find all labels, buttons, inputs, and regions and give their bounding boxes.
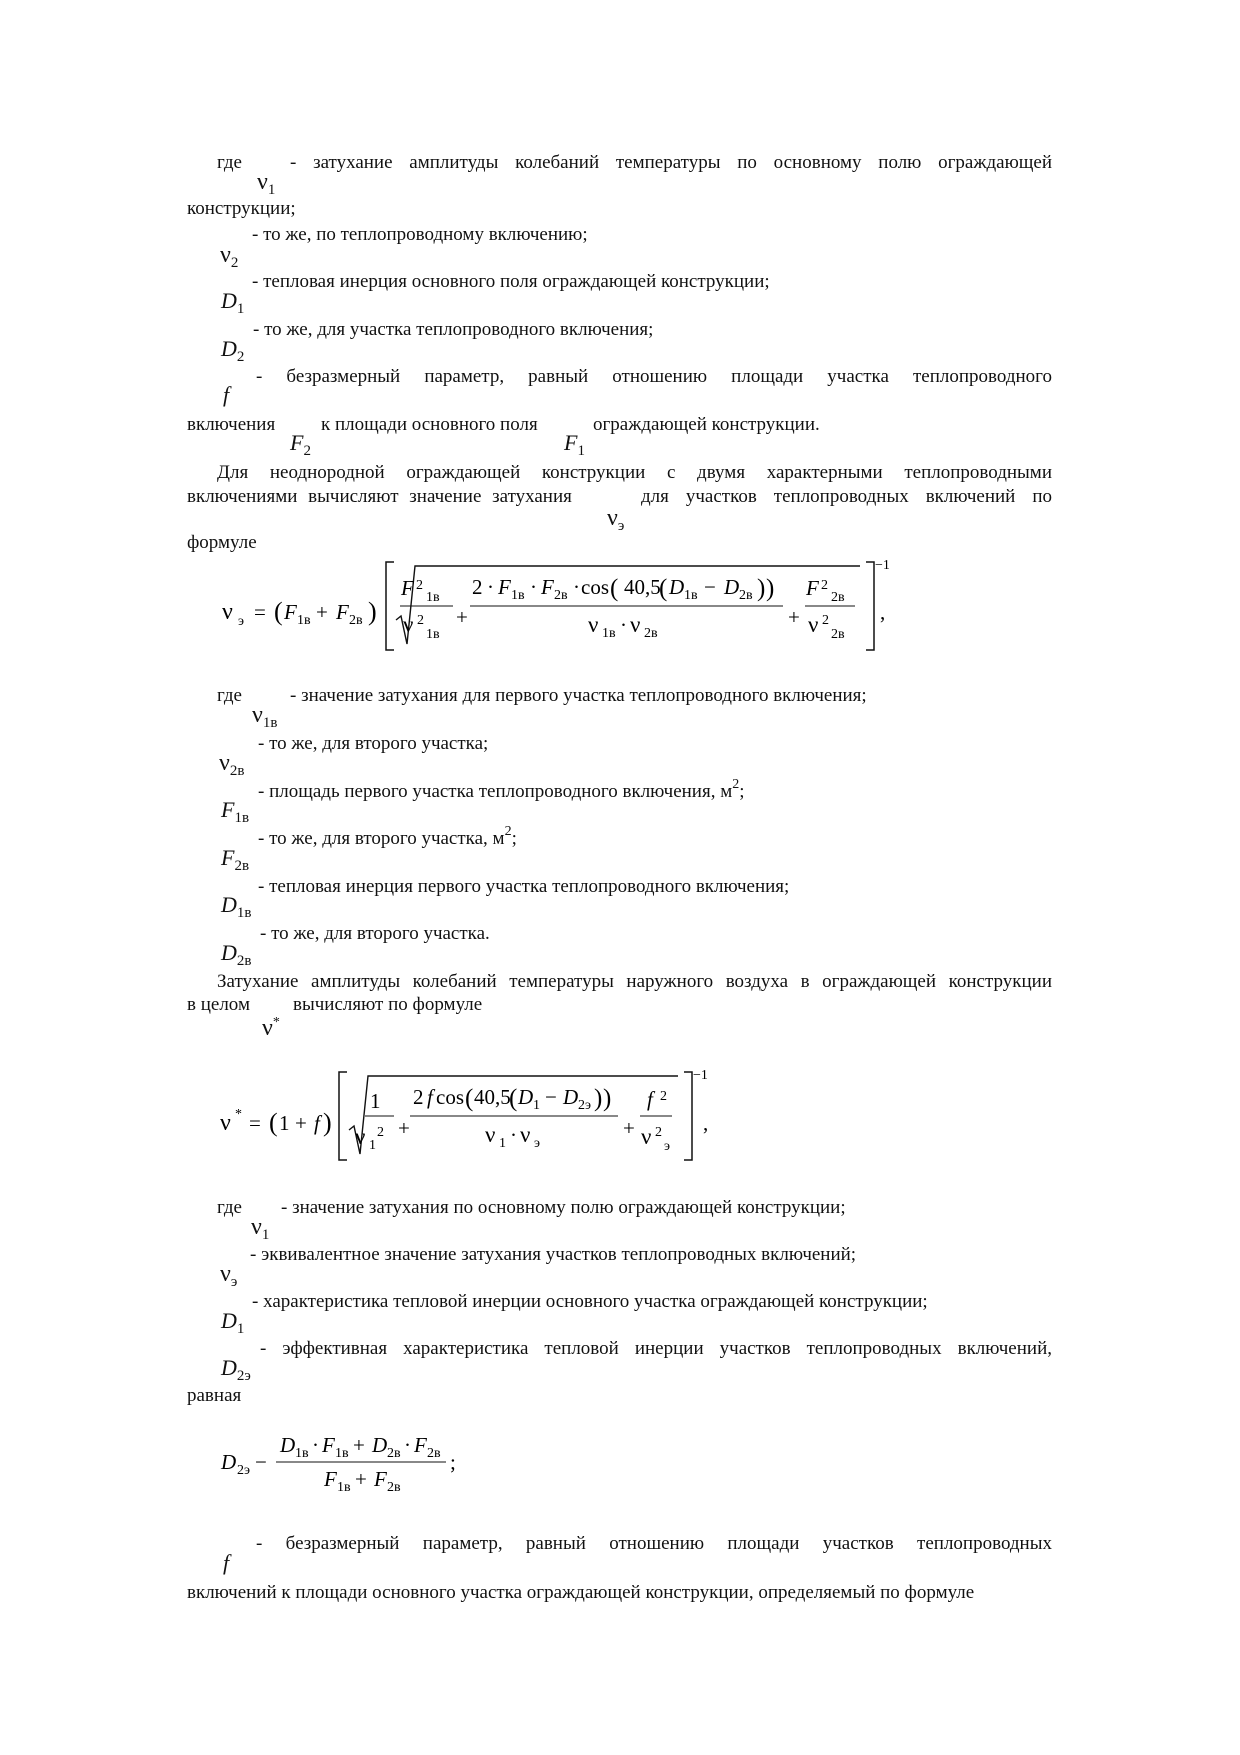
svg-text:(: (: [465, 1085, 474, 1112]
svg-text:ν: ν: [220, 1110, 231, 1136]
svg-text:F: F: [324, 1467, 337, 1491]
svg-text:): ): [368, 597, 377, 626]
D2v-description: - то же, для второго участка.: [260, 923, 490, 944]
g-nue-symbol: $\nu_э$: [220, 1261, 238, 1290]
svg-text:1в: 1в: [684, 588, 698, 603]
f-desc-continuation-b: к площади основного поля: [321, 414, 538, 435]
svg-text:ν: ν: [630, 612, 641, 637]
F2-symbol: $F_2$: [290, 430, 311, 459]
g-D2e-symbol: $D_{2э}$: [221, 1355, 251, 1384]
svg-text:f: f: [647, 1087, 653, 1111]
svg-text:+: +: [456, 605, 468, 629]
D1v-description: - тепловая инерция первого участка теплопроводного включения;: [258, 876, 790, 897]
svg-text:2э: 2э: [578, 1098, 592, 1113]
svg-text:D: D: [372, 1433, 388, 1457]
svg-text:(: (: [274, 597, 283, 626]
svg-text:): ): [766, 575, 775, 602]
nu2v-symbol: $\nu_{2в}$: [219, 750, 245, 779]
nu1v-description: - значение затухания для первого участка теплопроводного включения;: [290, 685, 867, 706]
svg-text:ν: ν: [222, 599, 233, 625]
svg-text:ν: ν: [588, 612, 599, 637]
svg-text:=: =: [254, 600, 266, 624]
svg-text:+: +: [316, 600, 328, 624]
nu-star-symbol: ν*: [262, 1015, 280, 1041]
F2v-description: - то же, для второго участка, $м^2$;: [258, 824, 517, 849]
svg-text:2в: 2в: [387, 1480, 401, 1495]
svg-text:(: (: [610, 575, 619, 602]
F1-symbol: $F_1$: [564, 430, 585, 459]
svg-text:1в: 1в: [335, 1446, 349, 1461]
svg-text:F: F: [336, 600, 349, 624]
svg-text:1в: 1в: [337, 1480, 351, 1495]
D1-description: - тепловая инерция основного поля ограждающей конструкции;: [252, 271, 770, 292]
svg-text:+: +: [398, 1116, 410, 1140]
equation-D2e: [210, 1422, 510, 1502]
svg-text:2: 2: [416, 578, 423, 593]
svg-text:−: −: [704, 575, 716, 599]
svg-text:+: +: [355, 1467, 367, 1491]
svg-text:2в: 2в: [739, 588, 753, 603]
equation-nu-e: [210, 548, 910, 658]
g-D1-description: - характеристика тепловой инерции основного участка ограждающей конструкции;: [252, 1291, 928, 1312]
svg-text:·: ·: [510, 1123, 517, 1147]
nu1-symbol: $\nu_1$: [257, 169, 276, 198]
svg-text:(: (: [509, 1085, 518, 1112]
svg-text:F: F: [541, 575, 554, 599]
svg-text:cos: cos: [436, 1085, 464, 1109]
svg-text:F: F: [806, 576, 819, 600]
last-f-description: - безразмерный параметр, равный отношению площади участков теплопроводных: [256, 1533, 1052, 1554]
g-nu1-description: - значение затухания по основному полю ограждающей конструкции;: [281, 1197, 846, 1218]
svg-text:40,5: 40,5: [624, 575, 661, 599]
svg-text:·: ·: [487, 575, 494, 599]
svg-text:F: F: [374, 1467, 387, 1491]
svg-text:=: =: [249, 1111, 261, 1135]
svg-text:2: 2: [660, 1089, 667, 1104]
svg-text:·: ·: [620, 613, 627, 637]
paragraph-3-line-2a: в целом: [187, 994, 250, 1015]
D1v-symbol: $D_{1в}$: [221, 892, 252, 921]
last-f-symbol: f: [223, 1550, 230, 1575]
g-nu1-symbol: $\nu_1$: [251, 1214, 270, 1243]
svg-text:D: D: [669, 575, 685, 599]
svg-text:cos: cos: [581, 575, 609, 599]
f-description: - безразмерный параметр, равный отношению площади участка теплопроводного: [256, 366, 1052, 387]
svg-text:·: ·: [530, 575, 537, 599]
svg-text:2в: 2в: [644, 626, 658, 641]
where-word: где: [217, 152, 242, 173]
svg-text:1в: 1в: [426, 627, 440, 642]
nu1-description: - затухание амплитуды колебаний температуры по основному полю ограждающей: [290, 152, 1052, 173]
svg-text:1: 1: [279, 1111, 290, 1135]
F2v-symbol: $F_{2в}$: [221, 845, 250, 874]
paragraph-3-line-1: Затухание амплитуды колебаний температуры наружного воздуха в ограждающей конструкции: [217, 971, 1052, 992]
svg-text:+: +: [623, 1116, 635, 1140]
svg-text:2: 2: [822, 613, 829, 628]
svg-text:ν: ν: [485, 1122, 496, 1147]
F1v-symbol: $F_{1в}$: [221, 797, 250, 826]
svg-text:2в: 2в: [831, 590, 845, 605]
svg-text:1в: 1в: [297, 613, 311, 628]
f-desc-continuation-a: включения: [187, 414, 276, 435]
svg-text:2в: 2в: [427, 1446, 441, 1461]
svg-text:;: ;: [450, 1450, 456, 1474]
svg-text:э: э: [534, 1136, 541, 1151]
F1v-description: - площадь первого участка теплопроводного включения, $м^2$;: [258, 777, 745, 802]
svg-text:2в: 2в: [554, 588, 568, 603]
svg-text:−: −: [255, 1450, 267, 1474]
svg-text:F: F: [284, 600, 297, 624]
svg-text:2: 2: [377, 1125, 384, 1140]
D1-symbol: $D_1$: [221, 288, 245, 317]
svg-text:1в: 1в: [602, 626, 616, 641]
svg-text:ν: ν: [403, 612, 414, 637]
svg-text:ν: ν: [520, 1122, 531, 1147]
svg-text:1: 1: [369, 1138, 376, 1153]
paragraph-2-line-2a: включениями вычисляют значение затухания: [187, 486, 572, 507]
D2v-symbol: $D_{2в}$: [221, 940, 252, 969]
where-word-2: где: [217, 685, 242, 706]
paragraph-2-line-1: Для неоднородной ограждающей конструкции с двумя характерными теплопроводными: [217, 462, 1052, 483]
svg-text:·: ·: [404, 1433, 411, 1457]
svg-text:ν: ν: [808, 612, 819, 637]
svg-text:2: 2: [821, 578, 828, 593]
svg-text:): ): [603, 1085, 612, 1112]
g-nue-description: - эквивалентное значение затухания участков теплопроводных включений;: [250, 1244, 857, 1265]
paragraph-2-line-2b: для участков теплопроводных включений по: [641, 486, 1052, 507]
svg-text:э: э: [664, 1139, 671, 1154]
g-D1-symbol: $D_1$: [221, 1308, 245, 1337]
equation-nu-star: [210, 1058, 730, 1168]
svg-text:1в: 1в: [511, 588, 525, 603]
f-desc-continuation-c: ограждающей конструкции.: [593, 414, 820, 435]
where-word-3: где: [217, 1197, 242, 1218]
svg-text:1: 1: [533, 1098, 540, 1113]
svg-text:D: D: [518, 1085, 534, 1109]
svg-text:F: F: [322, 1433, 335, 1457]
svg-text:D: D: [280, 1433, 296, 1457]
svg-text:·: ·: [573, 575, 580, 599]
svg-text:,: ,: [880, 600, 886, 624]
svg-text:·: ·: [312, 1433, 319, 1457]
nu2-description: - то же, по теплопроводному включению;: [252, 224, 588, 245]
last-continuation: включений к площади основного участка ограждающей конструкции, определяемый по формуле: [187, 1582, 975, 1603]
svg-text:1: 1: [370, 1089, 381, 1113]
svg-text:f: f: [427, 1085, 433, 1109]
svg-text:+: +: [295, 1111, 307, 1135]
svg-text:−1: −1: [693, 1068, 708, 1083]
svg-text:2: 2: [655, 1125, 662, 1140]
svg-text:,: ,: [703, 1111, 709, 1135]
svg-text:2в: 2в: [831, 627, 845, 642]
g-D2e-description: - эффективная характеристика тепловой инерции участков теплопроводных включений,: [260, 1338, 1052, 1359]
svg-text:2в: 2в: [349, 613, 363, 628]
D2-description: - то же, для участка теплопроводного включения;: [253, 319, 654, 340]
g-D2e-continuation: равная: [187, 1385, 242, 1406]
svg-text:ν: ν: [355, 1124, 366, 1149]
svg-text:1: 1: [499, 1136, 506, 1151]
svg-text:(: (: [659, 575, 668, 602]
svg-text:F: F: [414, 1433, 427, 1457]
svg-text:1в: 1в: [426, 590, 440, 605]
text-continuation: конструкции;: [187, 198, 296, 219]
svg-text:(: (: [269, 1108, 278, 1137]
svg-text:2э: 2э: [237, 1463, 251, 1478]
paragraph-2-line-3: формуле: [187, 532, 257, 553]
nu2v-description: - то же, для второго участка;: [258, 733, 489, 754]
svg-text:): ): [323, 1108, 332, 1137]
nu1v-symbol: $\nu_{1в}$: [252, 702, 278, 731]
svg-text:D: D: [724, 575, 740, 599]
svg-text:F: F: [498, 575, 511, 599]
svg-text:2в: 2в: [387, 1446, 401, 1461]
svg-text:*: *: [235, 1107, 242, 1122]
svg-text:f: f: [314, 1111, 320, 1135]
svg-text:+: +: [353, 1433, 365, 1457]
nu2-symbol: $\nu_2$: [220, 242, 239, 271]
svg-text:2: 2: [472, 575, 483, 599]
svg-text:): ): [594, 1085, 603, 1112]
svg-text:2: 2: [413, 1085, 424, 1109]
svg-text:+: +: [788, 605, 800, 629]
svg-text:ν: ν: [641, 1124, 652, 1149]
f-symbol: f: [223, 382, 230, 407]
svg-text:F: F: [401, 576, 414, 600]
svg-text:2: 2: [417, 613, 424, 628]
svg-text:−: −: [545, 1085, 557, 1109]
svg-text:40,5: 40,5: [474, 1085, 511, 1109]
paragraph-3-line-2b: вычисляют по формуле: [293, 994, 483, 1015]
D2-symbol: $D_2$: [221, 336, 245, 365]
svg-text:э: э: [238, 614, 245, 629]
svg-text:): ): [757, 575, 766, 602]
nu-e-symbol: $\nu_э$: [607, 505, 625, 534]
svg-text:−1: −1: [875, 558, 890, 573]
svg-text:D: D: [563, 1085, 579, 1109]
svg-text:1в: 1в: [295, 1446, 309, 1461]
svg-text:D: D: [221, 1450, 237, 1474]
